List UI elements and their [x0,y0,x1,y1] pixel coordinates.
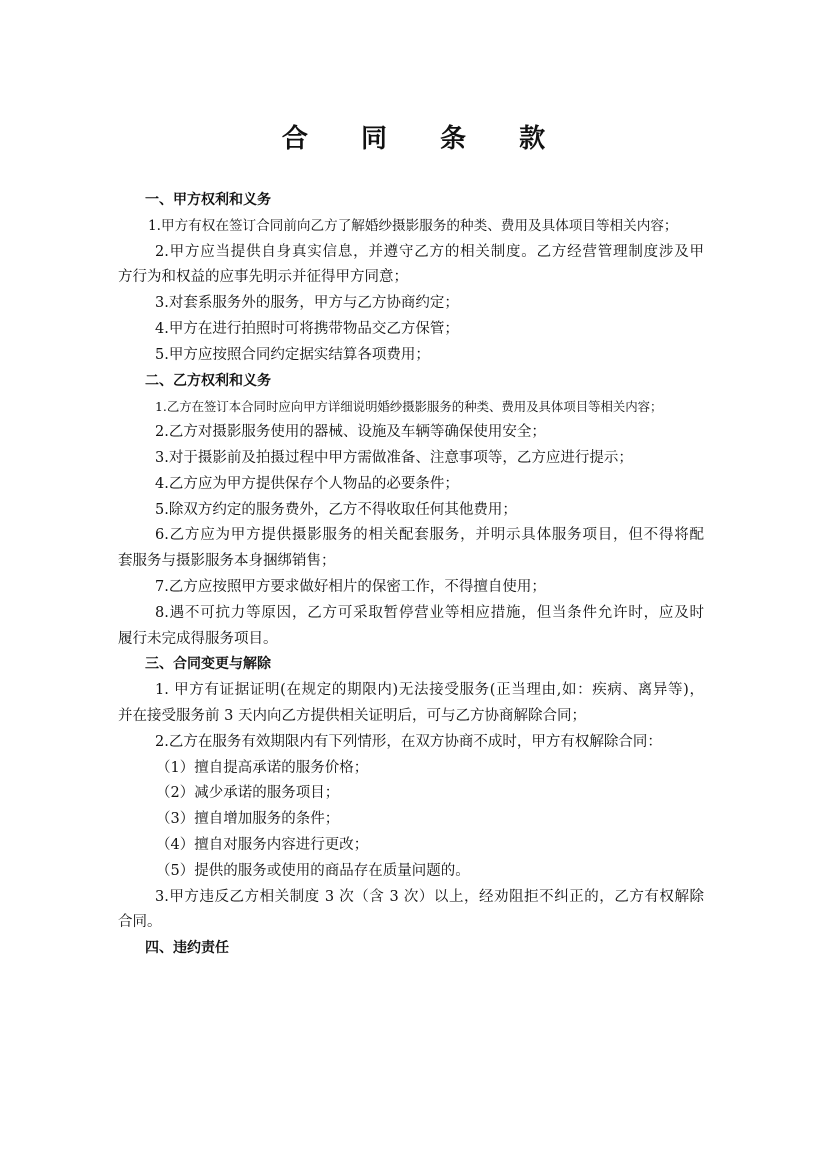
clause-line: 3.甲方违反乙方相关制度 3 次（含 3 次）以上，经劝阻拒不纠正的，乙方有权解除 [155,888,704,905]
clause-line: 履行未完成得服务项目。 [118,630,278,647]
section-heading: 一、甲方权利和义务 [145,192,271,208]
clause-line: 4.乙方应为甲方提供保存个人物品的必要条件； [155,475,459,492]
clause-line: 1. 甲方有证据证明(在规定的期限内)无法接受服务(正当理由,如：疾病、离异等)， [155,682,704,699]
clause-line: 2.乙方在服务有效期限内有下列情形，在双方协商不成时，甲方有权解除合同： [155,733,662,750]
clause-line: 3.对于摄影前及拍摄过程中甲方需做准备、注意事项等，乙方应进行提示； [155,449,633,466]
clause-line: 2.乙方对摄影服务使用的器械、设施及车辆等确保使用安全； [155,424,546,441]
clause-line: （2）减少承诺的服务项目； [156,785,340,802]
clause-line: （3）擅自增加服务的条件； [156,811,340,828]
clause-line: （4）擅自对服务内容进行更改； [156,836,369,853]
clause-line: 5.甲方应按照合同约定据实结算各项费用； [155,346,430,363]
clause-line: 合同。 [118,914,162,931]
clause-line: 1.乙方在签订本合同时应向甲方详细说明婚纱摄影服务的种类、费用及具体项目等相关内容； [155,399,663,415]
clause-line: 方行为和权益的应事先明示并征得甲方同意； [118,269,408,286]
clause-line: 套服务与摄影服务本身捆绑销售； [118,553,336,570]
clause-line: 6.乙方应为甲方提供摄影服务的相关配套服务，并明示具体服务项目，但不得将配 [155,527,704,544]
clause-line: 5.除双方约定的服务费外，乙方不得收取任何其他费用； [155,501,517,518]
section-heading: 三、合同变更与解除 [145,656,271,673]
section-heading: 二、乙方权利和义务 [145,372,271,389]
clause-line: 2.甲方应当提供自身真实信息，并遵守乙方的相关制度。乙方经营管理制度涉及甲 [155,243,704,260]
clause-line: 7.乙方应按照甲方要求做好相片的保密工作，不得擅自使用； [155,578,546,595]
clause-line: （1）擅自提高承诺的服务价格； [156,759,369,776]
clause-line: 3.对套系服务外的服务，甲方与乙方协商约定； [155,295,459,312]
clause-line: 1.甲方有权在签订合同前向乙方了解婚纱摄影服务的种类、费用及具体项目等相关内容； [148,217,678,234]
section-heading: 四、违约责任 [145,940,229,957]
contract-body [118,188,704,962]
clause-line: 8.遇不可抗力等原因，乙方可采取暂停营业等相应措施，但当条件允许时，应及时 [155,604,704,621]
page-title: 合 同 条 款 [281,124,568,154]
clause-line: （5）提供的服务或使用的商品存在质量问题的。 [156,862,470,879]
clause-line: 4.甲方在进行拍照时可将携带物品交乙方保管； [155,320,459,337]
clause-line: 并在接受服务前 3 天内向乙方提供相关证明后，可与乙方协商解除合同； [118,707,586,724]
